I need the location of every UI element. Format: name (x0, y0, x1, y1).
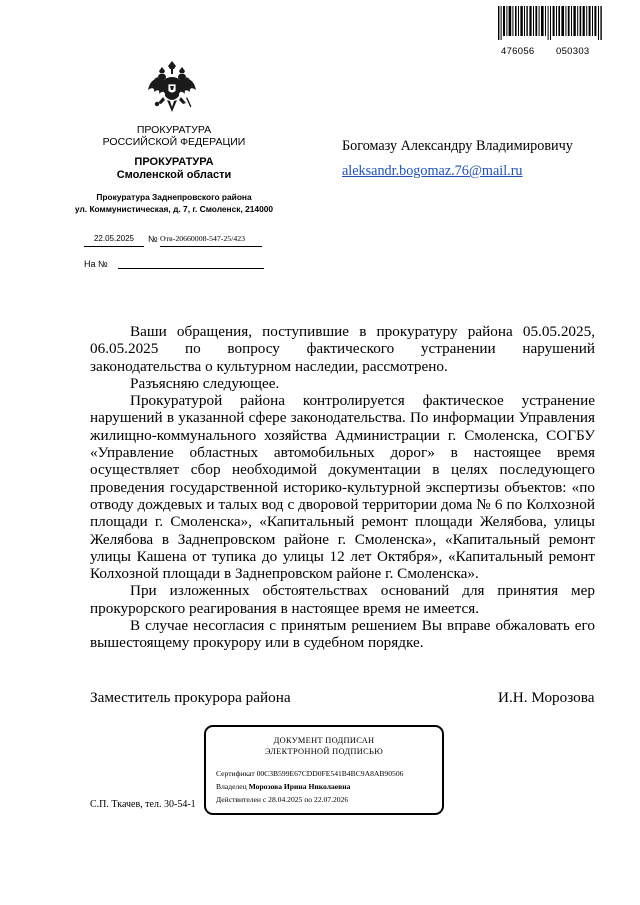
stamp-certificate-label: Сертификат (216, 769, 255, 778)
stamp-valid-from: 28.04.2025 (268, 795, 303, 804)
body-paragraph-4: При изложенных обстоятельствах оснований для принятия мер прокурорского реагирования в настоящее время не имеется. (90, 582, 595, 617)
letter-body (90, 323, 595, 652)
stamp-valid-to-label: по (304, 795, 313, 804)
body-paragraph-5: В случае несогласия с принятым решением Вы вправе обжаловать его вышестоящему прокурору или в судебном порядке. (90, 617, 595, 652)
stamp-heading-1: ДОКУМЕНТ ПОДПИСАН (273, 736, 375, 745)
signer-name: И.Н. Морозова (498, 689, 595, 706)
body-paragraph-2: Разъясняю следующее. (130, 374, 280, 392)
stamp-certificate-value: 00C3B599E67CDD0FE541B4BC9A8AB90506 (256, 769, 404, 778)
stamp-owner-row (216, 782, 350, 791)
stamp-owner-label: Владелец (216, 782, 247, 791)
barcode-right-number: 050303 (556, 46, 590, 57)
letterhead-line-prokuratura: ПРОКУРАТУРА (136, 124, 212, 136)
recipient-name: Богомазу Александру Владимировичу (342, 138, 573, 154)
letterhead-line-address: ул. Коммунистическая, д. 7, г. Смоленск, 214000 (74, 204, 274, 214)
reference-line (118, 257, 264, 269)
body-paragraph-1: Ваши обращения, поступившие в прокуратуру района 05.05.2025, 06.05.2025 по вопросу фактического устранении нарушений законодательства о культурном наследии, рассмотрено. (90, 323, 595, 375)
stamp-valid-label: Действителен (216, 795, 261, 804)
body-paragraph-3: Прокуратурой района контролируется фактическое устранение нарушений в указанной сфере законодательства. По информации Управления жилищно-коммунального хозяйства Администрации г. Смоленска, СОГБУ «Управление областных автомобильных дорог» в настоящее время осуществляет сбор необходимой документации в целях последующего проведения государственной историко-культурной экспертизы объектов: «по отводу дождевых и талых вод с дворовой территории дома № 6 по Колхозной площади г. Смоленска», «Капитальный ремонт площади Желябова, улицы Желябова в Заднепровском районе г. Смоленска», «Капитальный ремонт улицы Кашена от тупика до улицы 12 лет Октября», «Капитальный ремонт Колхозной площади в Заднепровском районе г. Смоленска». (90, 392, 595, 583)
letterhead-line-rf: РОССИЙСКОЙ ФЕДЕРАЦИИ (102, 136, 246, 148)
stamp-heading-2: ЭЛЕКТРОННОЙ ПОДПИСЬЮ (264, 747, 384, 756)
stamp-valid-from-label: с (262, 795, 267, 804)
reference-label: На № (84, 259, 108, 269)
barcode (498, 6, 602, 57)
stamp-certificate-row (216, 769, 403, 778)
recipient-email-link[interactable]: aleksandr.bogomaz.76@mail.ru (342, 163, 523, 179)
coat-of-arms-icon (146, 60, 198, 120)
stamp-owner-value: Морозова Ирина Николаевна (248, 782, 351, 791)
outgoing-date: 22.05.2025 (84, 234, 144, 247)
outgoing-number: Отв-20660008-547-25/423 (160, 234, 262, 247)
stamp-valid-to: 22.07.2026 (314, 795, 349, 804)
letterhead-line-district: Прокуратура Заднепровского района (96, 192, 252, 202)
barcode-bars (498, 6, 602, 40)
letterhead-line-region: Смоленской области (116, 169, 232, 181)
signer-position: Заместитель прокурора района (90, 689, 291, 706)
barcode-left-number: 476056 (501, 46, 535, 57)
electronic-signature-stamp (204, 725, 444, 815)
stamp-validity-row (216, 795, 348, 804)
executor-contact: С.П. Ткачев, тел. 30-54-1 (90, 799, 196, 810)
letterhead-line-prokuratura-region: ПРОКУРАТУРА (134, 156, 214, 168)
outgoing-number-label: № (148, 234, 158, 244)
